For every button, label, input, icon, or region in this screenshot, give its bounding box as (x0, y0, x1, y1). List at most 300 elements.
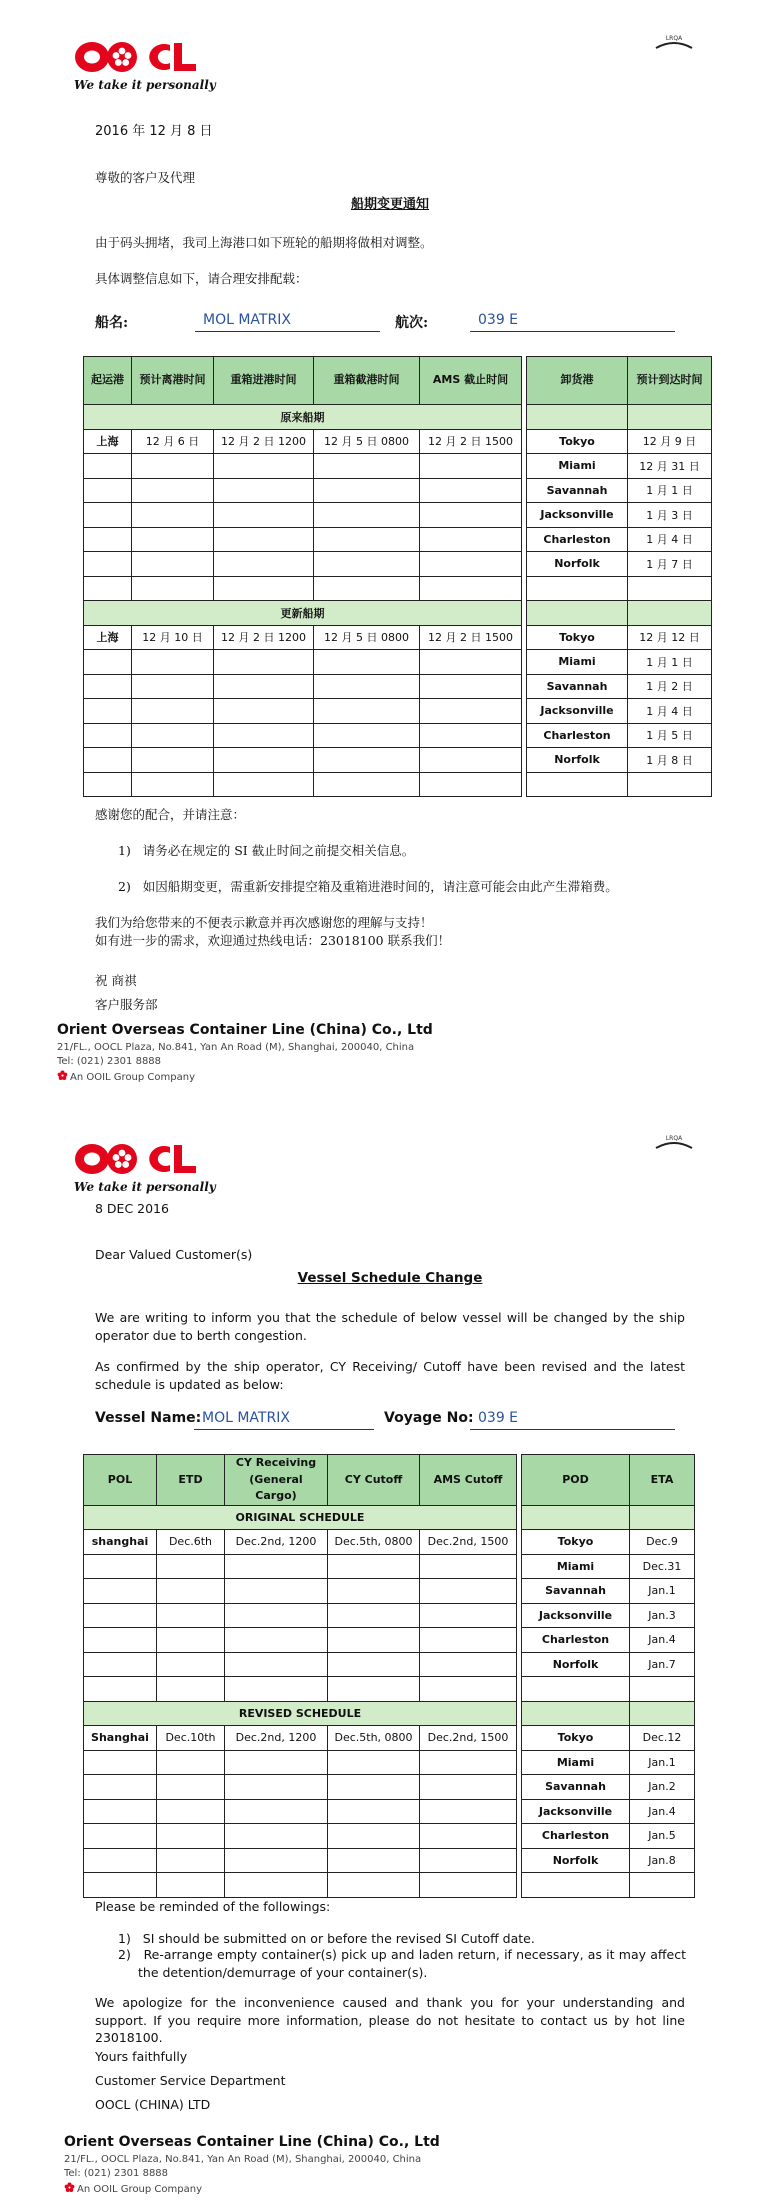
cell-cy-receiving (214, 454, 314, 479)
cell-ams-cutoff (420, 699, 522, 724)
cell-pol: 上海 (84, 625, 132, 650)
cell-pod: Jacksonville (527, 503, 628, 528)
cell-cy-receiving (214, 503, 314, 528)
certification-mark-icon (652, 30, 696, 54)
column-header: ETA (630, 1455, 695, 1506)
cell-ams-cutoff: Dec.2nd, 1500 (420, 1726, 517, 1751)
section-eta-cell (630, 1701, 695, 1726)
cell-pol (84, 1824, 157, 1849)
oocl-logo-icon (74, 1140, 224, 1178)
table-row (84, 1824, 695, 1849)
cn-footer-group (57, 1070, 195, 1083)
cell-pol (84, 650, 132, 675)
table-row (84, 1775, 695, 1800)
cell-pod: Charleston (527, 723, 628, 748)
cn-thanks: 感谢您的配合，并请注意： (95, 807, 246, 822)
cell-ams-cutoff (420, 1750, 517, 1775)
column-header: 起运港 (84, 357, 132, 405)
column-header: 预计到达时间 (628, 357, 712, 405)
cn-footer-group-text: An OOIL Group Company (70, 1072, 195, 1083)
cell-cy-cutoff (328, 1677, 420, 1702)
cn-voyage-label: 航次: (395, 315, 429, 331)
section-row (84, 405, 712, 430)
cn-vessel-info (95, 308, 685, 334)
cell-pod: Tokyo (522, 1530, 630, 1555)
en-footer-group-text: An OOIL Group Company (77, 2184, 202, 2195)
cn-apology-2: 如有进一步的需求，欢迎通过热线电话：23018100 联系我们！ (95, 933, 451, 948)
en-apology: We apologize for the inconvenience caused and thank you for your understanding and support. If you require more information, please do not hesitate to contact us by hot line 23018100. (95, 1995, 685, 2045)
en-voyage-label: Voyage No: (384, 1410, 474, 1426)
cell-pol (84, 674, 132, 699)
cell-eta: Dec.31 (630, 1554, 695, 1579)
section-pod-cell (522, 1701, 630, 1726)
cell-etd (132, 723, 214, 748)
cell-eta: 1 月 2 日 (628, 674, 712, 699)
cell-etd (132, 527, 214, 552)
cn-footer-tel: Tel: (021) 2301 8888 (57, 1056, 162, 1067)
cell-etd (157, 1628, 225, 1653)
cell-ams-cutoff (420, 1652, 517, 1677)
cn-note-2-number: 2) (118, 879, 131, 894)
cell-eta: 1 月 5 日 (628, 723, 712, 748)
cell-cy-cutoff (328, 1628, 420, 1653)
cell-cy-receiving (214, 576, 314, 601)
cell-cy-cutoff (314, 772, 420, 797)
cell-eta: Jan.1 (630, 1579, 695, 1604)
cell-cy-cutoff (314, 674, 420, 699)
cell-cy-cutoff (314, 576, 420, 601)
cell-pol (84, 1677, 157, 1702)
cell-cy-receiving (225, 1750, 328, 1775)
cell-ams-cutoff (420, 454, 522, 479)
table-row (84, 748, 712, 773)
section-label: 原来船期 (84, 405, 522, 430)
cell-cy-receiving (225, 1824, 328, 1849)
cell-etd (157, 1579, 225, 1604)
cell-pol (84, 772, 132, 797)
cell-pod: Norfolk (527, 552, 628, 577)
cell-ams-cutoff (420, 748, 522, 773)
column-header: AMS 截止时间 (420, 357, 522, 405)
cell-ams-cutoff (420, 772, 522, 797)
en-note-1 (118, 1930, 686, 1948)
cell-pol (84, 1775, 157, 1800)
cell-eta: 1 月 4 日 (628, 699, 712, 724)
cell-pol (84, 699, 132, 724)
column-header: 预计离港时间 (132, 357, 214, 405)
cell-ams-cutoff: 12 月 2 日 1500 (420, 429, 522, 454)
cell-etd (132, 576, 214, 601)
cell-ams-cutoff: Dec.2nd, 1500 (420, 1530, 517, 1555)
ooil-flower-icon (57, 1070, 68, 1081)
cell-cy-cutoff: 12 月 5 日 0800 (314, 429, 420, 454)
cell-cy-receiving: Dec.2nd, 1200 (225, 1530, 328, 1555)
cell-pol (84, 1628, 157, 1653)
cell-cy-receiving (225, 1848, 328, 1873)
en-department: Customer Service Department (95, 2073, 286, 2088)
cn-schedule-table (83, 356, 712, 797)
cell-pol (84, 478, 132, 503)
section-eta-cell (628, 601, 712, 626)
cell-cy-cutoff (314, 723, 420, 748)
table-row (84, 1603, 695, 1628)
cell-pol (84, 576, 132, 601)
cell-eta: Jan.7 (630, 1652, 695, 1677)
cell-etd (157, 1750, 225, 1775)
cell-cy-receiving: 12 月 2 日 1200 (214, 625, 314, 650)
cell-eta: 1 月 7 日 (628, 552, 712, 577)
cell-pod: Tokyo (527, 429, 628, 454)
cell-cy-cutoff (314, 650, 420, 675)
en-salutation: Dear Valued Customer(s) (95, 1247, 253, 1262)
cell-pod: Norfolk (522, 1848, 630, 1873)
section-pod-cell (527, 405, 628, 430)
cell-etd (132, 674, 214, 699)
table-row (84, 723, 712, 748)
table-row (84, 552, 712, 577)
cell-cy-receiving (225, 1652, 328, 1677)
cell-cy-cutoff (314, 454, 420, 479)
cell-etd (132, 454, 214, 479)
en-footer-group (64, 2182, 202, 2195)
cell-pod: Miami (522, 1750, 630, 1775)
en-voyage-value: 039 E (470, 1406, 675, 1430)
en-note-1-number: 1) (118, 1931, 131, 1946)
cell-cy-cutoff (314, 527, 420, 552)
cn-closing: 祝 商祺 (95, 973, 137, 988)
en-paragraph-2: As confirmed by the ship operator, CY Receiving/ Cutoff have been revised and the latest schedule is updated as below: (95, 1359, 685, 1392)
cell-eta: 1 月 8 日 (628, 748, 712, 773)
cn-title: 船期变更通知 (350, 197, 429, 212)
en-reminder: Please be reminded of the followings: (95, 1899, 331, 1914)
table-row (84, 625, 712, 650)
cell-ams-cutoff (420, 674, 522, 699)
cell-cy-receiving (214, 723, 314, 748)
table-row (84, 650, 712, 675)
cell-ams-cutoff (420, 1603, 517, 1628)
cell-pod: Norfolk (527, 748, 628, 773)
cell-pod (522, 1873, 630, 1898)
oocl-logo (74, 38, 224, 108)
tagline: We take it personally (74, 1180, 216, 1194)
cell-ams-cutoff (420, 1799, 517, 1824)
cell-pol (84, 552, 132, 577)
cell-eta: Jan.4 (630, 1799, 695, 1824)
cn-paragraph-1: 由于码头拥堵，我司上海港口如下班轮的船期将做相对调整。 (95, 235, 433, 250)
cell-etd (157, 1775, 225, 1800)
certification-mark-icon (652, 1130, 696, 1154)
cell-cy-cutoff (314, 552, 420, 577)
english-notice-page (0, 1120, 780, 2206)
cell-ams-cutoff (420, 650, 522, 675)
cell-cy-receiving (214, 674, 314, 699)
column-header: 重箱进港时间 (214, 357, 314, 405)
table-row (84, 674, 712, 699)
cell-etd (157, 1848, 225, 1873)
cell-eta: 12 月 9 日 (628, 429, 712, 454)
cell-etd (132, 748, 214, 773)
cell-eta: 1 月 3 日 (628, 503, 712, 528)
cell-etd: Dec.6th (157, 1530, 225, 1555)
cell-eta: Jan.5 (630, 1824, 695, 1849)
table-row (84, 527, 712, 552)
cn-note-2 (118, 878, 618, 896)
cell-pol (84, 454, 132, 479)
section-pod-cell (522, 1505, 630, 1530)
section-row (84, 1505, 695, 1530)
cell-pod: Charleston (527, 527, 628, 552)
cn-date: 2016 年 12 月 8 日 (95, 124, 213, 139)
cell-eta (628, 576, 712, 601)
en-footer-tel: Tel: (021) 2301 8888 (64, 2168, 169, 2179)
cell-etd (157, 1873, 225, 1898)
table-row (84, 1750, 695, 1775)
cell-etd (132, 650, 214, 675)
table-row (84, 478, 712, 503)
en-vessel-label: Vessel Name: (95, 1410, 202, 1426)
cell-eta: Jan.8 (630, 1848, 695, 1873)
cell-ams-cutoff (420, 1873, 517, 1898)
cell-cy-cutoff (328, 1873, 420, 1898)
cell-cy-receiving (214, 772, 314, 797)
cn-department: 客户服务部 (95, 997, 158, 1012)
cell-pol: shanghai (84, 1530, 157, 1555)
table-row (84, 503, 712, 528)
cn-salutation: 尊敬的客户及代理 (95, 170, 196, 185)
cell-etd (157, 1603, 225, 1628)
cell-eta: Dec.12 (630, 1726, 695, 1751)
table-header-row (84, 1455, 695, 1506)
cell-pol (84, 503, 132, 528)
cell-pol (84, 1750, 157, 1775)
table-row (84, 1799, 695, 1824)
cell-eta: Jan.2 (630, 1775, 695, 1800)
cell-cy-cutoff: 12 月 5 日 0800 (314, 625, 420, 650)
cell-ams-cutoff (420, 1579, 517, 1604)
cell-pod: Charleston (522, 1824, 630, 1849)
cell-cy-cutoff (328, 1750, 420, 1775)
cell-eta: 1 月 1 日 (628, 478, 712, 503)
cell-ams-cutoff (420, 1628, 517, 1653)
cell-pol (84, 723, 132, 748)
cell-cy-receiving (225, 1677, 328, 1702)
cell-ams-cutoff (420, 1677, 517, 1702)
en-footer-company: Orient Overseas Container Line (China) Co., Ltd (64, 2134, 440, 2150)
cell-pol (84, 1652, 157, 1677)
cell-pol (84, 1554, 157, 1579)
cell-cy-cutoff (328, 1848, 420, 1873)
cell-ams-cutoff: 12 月 2 日 1500 (420, 625, 522, 650)
cell-etd (157, 1799, 225, 1824)
table-row (84, 454, 712, 479)
cell-pol (84, 748, 132, 773)
cell-cy-receiving (225, 1799, 328, 1824)
cell-pol (84, 1873, 157, 1898)
cell-pod: Jacksonville (527, 699, 628, 724)
section-row (84, 601, 712, 626)
cell-pod: Miami (522, 1554, 630, 1579)
cell-pol (84, 1848, 157, 1873)
table-row (84, 1677, 695, 1702)
cell-eta (630, 1677, 695, 1702)
column-header: ETD (157, 1455, 225, 1506)
column-header: AMS Cutoff (420, 1455, 517, 1506)
cell-pod: Miami (527, 650, 628, 675)
cell-eta (628, 772, 712, 797)
cell-cy-receiving (225, 1873, 328, 1898)
cell-pod: Savannah (527, 478, 628, 503)
cell-pod: Jacksonville (522, 1603, 630, 1628)
section-label: 更新船期 (84, 601, 522, 626)
cell-etd (157, 1652, 225, 1677)
cell-ams-cutoff (420, 1848, 517, 1873)
cell-pod: Tokyo (527, 625, 628, 650)
cell-cy-cutoff (314, 503, 420, 528)
cell-cy-cutoff (328, 1775, 420, 1800)
table-row (84, 1848, 695, 1873)
en-vessel-value: MOL MATRIX (194, 1406, 374, 1430)
cn-voyage-value: 039 E (470, 308, 675, 332)
table-row (84, 1554, 695, 1579)
cn-paragraph-2: 具体调整信息如下，请合理安排配载： (95, 271, 308, 286)
cell-pol: 上海 (84, 429, 132, 454)
cell-pod: Norfolk (522, 1652, 630, 1677)
cell-pod (527, 772, 628, 797)
cell-etd: Dec.10th (157, 1726, 225, 1751)
cell-pod (522, 1677, 630, 1702)
en-title: Vessel Schedule Change (297, 1270, 483, 1286)
cell-etd (132, 478, 214, 503)
cell-eta: Jan.4 (630, 1628, 695, 1653)
column-header: 卸货港 (527, 357, 628, 405)
table-row (84, 772, 712, 797)
cell-etd (132, 699, 214, 724)
cell-pol (84, 1799, 157, 1824)
en-footer-address: 21/FL., OOCL Plaza, No.841, Yan An Road (M), Shanghai, 200040, China (64, 2154, 422, 2165)
table-header-row (84, 357, 712, 405)
cell-pod: Jacksonville (522, 1799, 630, 1824)
cell-ams-cutoff (420, 527, 522, 552)
cn-note-2-text: 如因船期变更，需重新安排提空箱及重箱进港时间的，请注意可能会由此产生滞箱费。 (142, 879, 618, 894)
cell-cy-receiving (214, 527, 314, 552)
cn-note-1-text: 请务必在规定的 SI 截止时间之前提交相关信息。 (142, 843, 415, 858)
cn-vessel-label: 船名: (95, 315, 129, 331)
column-header: 重箱截港时间 (314, 357, 420, 405)
cell-cy-receiving (214, 478, 314, 503)
cell-pod: Tokyo (522, 1726, 630, 1751)
cell-eta: Dec.9 (630, 1530, 695, 1555)
cell-etd (132, 772, 214, 797)
cell-cy-receiving (214, 748, 314, 773)
cell-ams-cutoff (420, 1775, 517, 1800)
en-vessel-info (95, 1406, 685, 1432)
tagline: We take it personally (74, 78, 216, 92)
cell-cy-cutoff (328, 1652, 420, 1677)
cn-apology-1: 我们为给您带来的不便表示歉意并再次感谢您的理解与支持！ (95, 915, 433, 930)
cell-cy-cutoff (328, 1579, 420, 1604)
cell-etd (157, 1677, 225, 1702)
cell-ams-cutoff (420, 723, 522, 748)
cell-pod: Charleston (522, 1628, 630, 1653)
cell-cy-cutoff (314, 748, 420, 773)
cell-cy-receiving (225, 1775, 328, 1800)
cell-cy-cutoff (314, 478, 420, 503)
cell-cy-cutoff (328, 1799, 420, 1824)
column-header: POD (522, 1455, 630, 1506)
cell-cy-receiving: 12 月 2 日 1200 (214, 429, 314, 454)
table-row (84, 1628, 695, 1653)
cell-eta: 1 月 1 日 (628, 650, 712, 675)
cell-etd (132, 503, 214, 528)
cell-cy-receiving (225, 1628, 328, 1653)
oocl-logo-icon (74, 38, 224, 76)
column-header: POL (84, 1455, 157, 1506)
cell-etd: 12 月 10 日 (132, 625, 214, 650)
cell-ams-cutoff (420, 503, 522, 528)
cell-ams-cutoff (420, 576, 522, 601)
cell-ams-cutoff (420, 478, 522, 503)
table-row (84, 1530, 695, 1555)
cell-cy-receiving (225, 1603, 328, 1628)
ooil-flower-icon (64, 2182, 75, 2193)
cell-cy-cutoff: Dec.5th, 0800 (328, 1726, 420, 1751)
cell-pol (84, 1579, 157, 1604)
cell-pod: Savannah (527, 674, 628, 699)
en-closing: Yours faithfully (95, 2049, 188, 2064)
cell-pol (84, 527, 132, 552)
cell-etd: 12 月 6 日 (132, 429, 214, 454)
cell-eta: 12 月 12 日 (628, 625, 712, 650)
section-row (84, 1701, 695, 1726)
table-row (84, 429, 712, 454)
cell-eta: Jan.1 (630, 1750, 695, 1775)
table-row (84, 1652, 695, 1677)
cell-cy-cutoff (314, 699, 420, 724)
table-row (84, 1579, 695, 1604)
cell-eta: Jan.3 (630, 1603, 695, 1628)
cell-eta: 12 月 31 日 (628, 454, 712, 479)
table-row (84, 576, 712, 601)
cell-pol: Shanghai (84, 1726, 157, 1751)
cell-pod (527, 576, 628, 601)
en-note-2-number: 2) (118, 1947, 131, 1962)
cell-cy-receiving (225, 1579, 328, 1604)
cell-ams-cutoff (420, 1824, 517, 1849)
cell-cy-receiving (214, 650, 314, 675)
cn-note-1 (118, 842, 414, 860)
cell-cy-receiving (214, 552, 314, 577)
en-date: 8 DEC 2016 (95, 1201, 169, 1216)
table-row (84, 1873, 695, 1898)
cell-cy-receiving (214, 699, 314, 724)
cell-ams-cutoff (420, 1554, 517, 1579)
cell-eta: 1 月 4 日 (628, 527, 712, 552)
cn-vessel-value: MOL MATRIX (195, 308, 380, 332)
en-note-1-text: SI should be submitted on or before the revised SI Cutoff date. (142, 1931, 535, 1946)
cn-footer-address: 21/FL., OOCL Plaza, No.841, Yan An Road (M), Shanghai, 200040, China (57, 1042, 415, 1053)
table-row (84, 1726, 695, 1751)
cell-eta (630, 1873, 695, 1898)
en-paragraph-1: We are writing to inform you that the schedule of below vessel will be changed by the ship operator due to berth congestion. (95, 1310, 685, 1343)
section-eta-cell (628, 405, 712, 430)
table-row (84, 699, 712, 724)
cell-cy-receiving (225, 1554, 328, 1579)
cell-etd (157, 1824, 225, 1849)
svg-text:LRQA: LRQA (665, 35, 683, 42)
section-pod-cell (527, 601, 628, 626)
cell-cy-receiving: Dec.2nd, 1200 (225, 1726, 328, 1751)
en-schedule-table (83, 1454, 695, 1898)
